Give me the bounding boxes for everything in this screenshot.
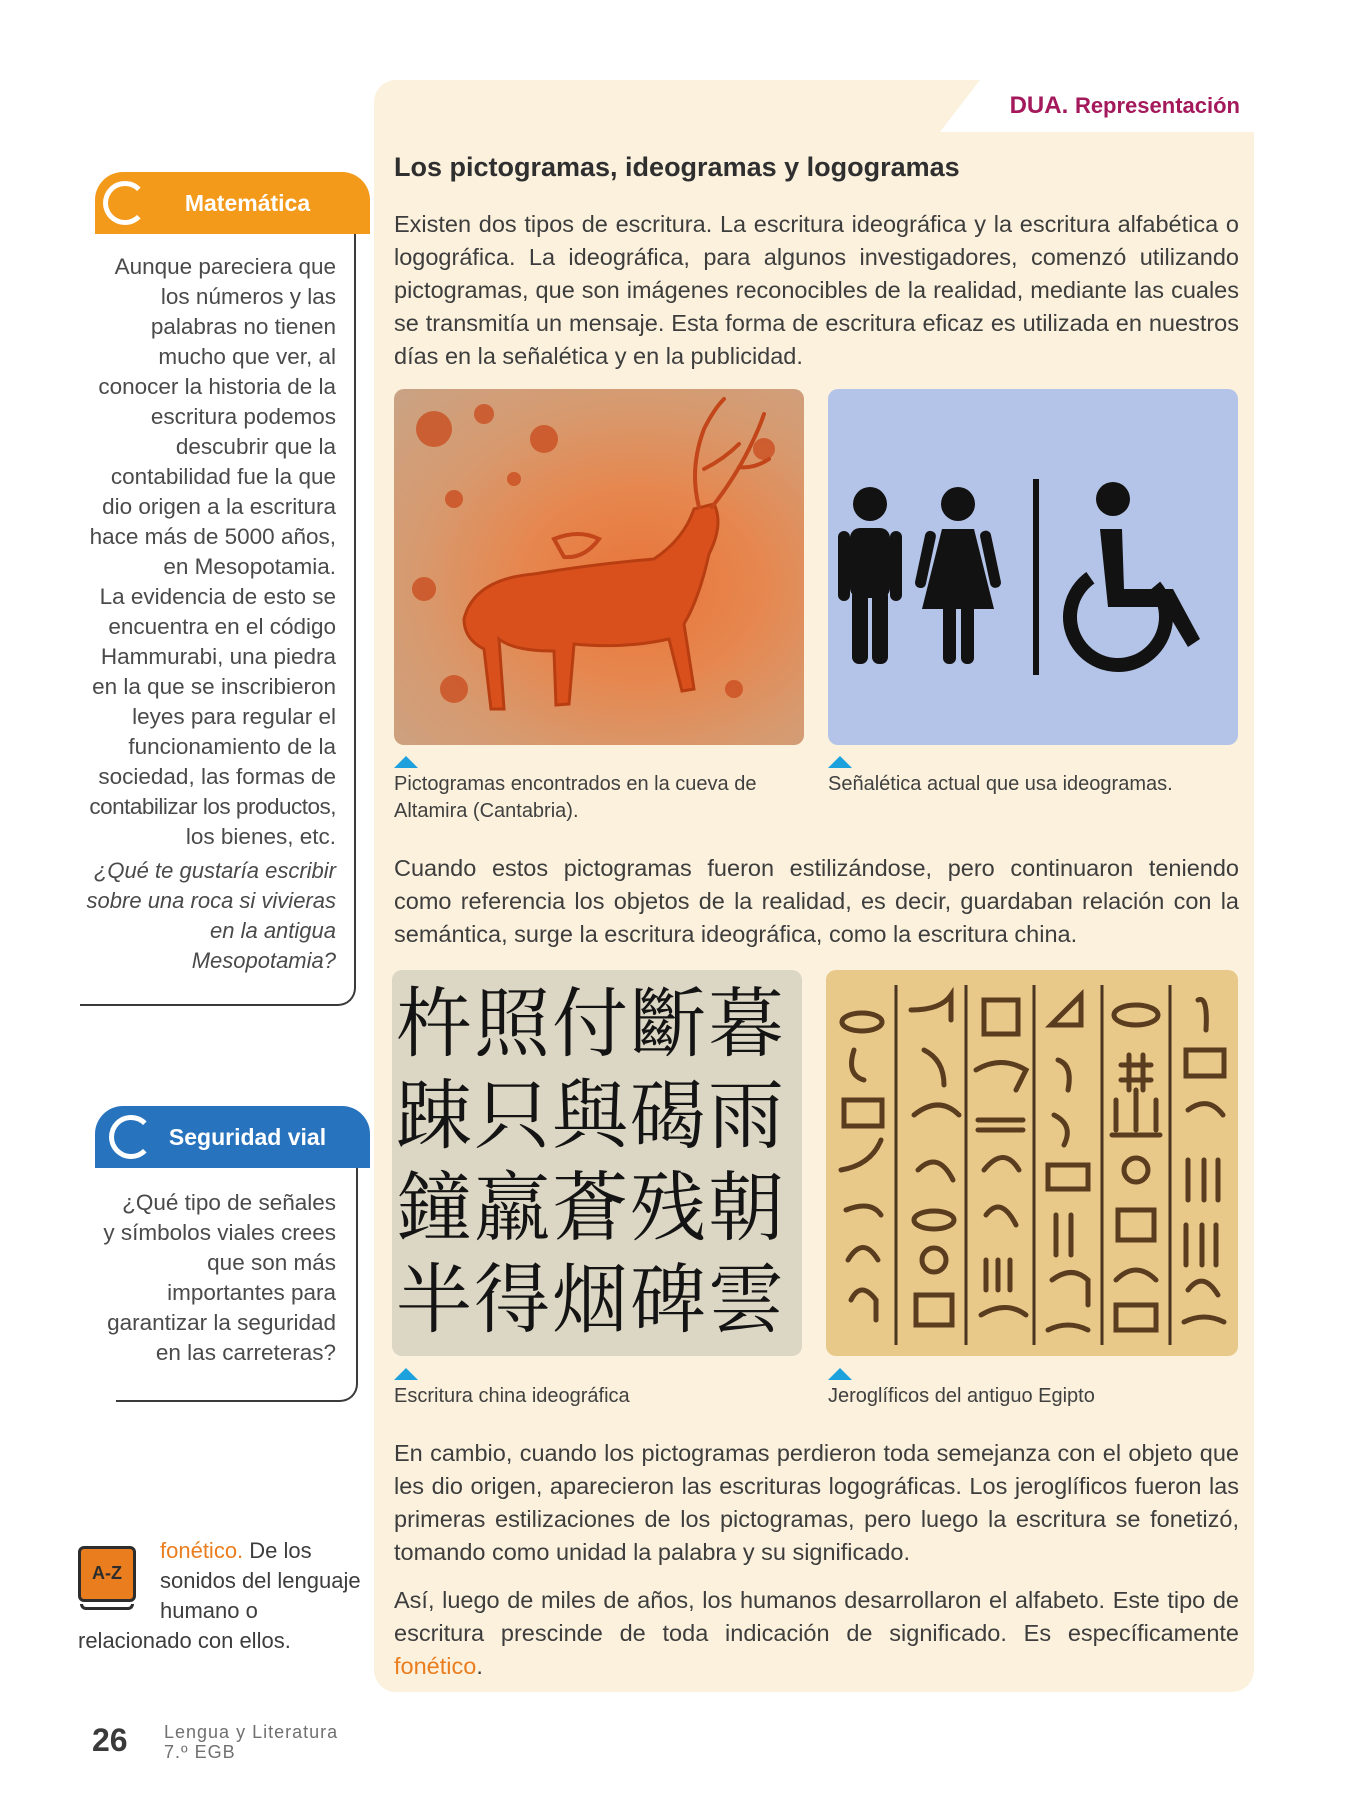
math-line: encuentra en el código [108, 614, 336, 639]
page-number: 26 [92, 1722, 128, 1758]
paragraph-1 [394, 208, 1239, 373]
road-line: en las carreteras? [155, 1340, 336, 1365]
cave-caption [394, 771, 814, 825]
chinese-row-1: 杵照付斷暮 [396, 979, 786, 1068]
math-logo-icon [103, 181, 147, 225]
hieroglyphs-image [826, 970, 1238, 1356]
dua-category: Representación [1074, 93, 1240, 118]
road-line: ¿Qué tipo de señales [122, 1190, 336, 1215]
woman-icon [914, 487, 1002, 664]
wheelchair-icon [1096, 482, 1200, 647]
road-safety-box-header [95, 1106, 370, 1168]
chinese-row-3: 鐘羸蒼残朝 [396, 1163, 786, 1252]
paragraph-3-text: En cambio, cuando los pictogramas perdieron toda semejanza con el objeto que les dio origen, aparecieron las escrituras logográficas. Los jeroglíficos fueron las primeras estilizaciones de los pictogramas, pero luego la escritura se fonetizó, tomando como unidad la palabra y su significado. [394, 1440, 1239, 1565]
math-line: en Mesopotamia. [163, 554, 336, 579]
signs-caption: Señalética actual que usa ideogramas. [828, 773, 1173, 795]
paragraph-2 [394, 852, 1239, 951]
road-line: y símbolos viales crees [103, 1220, 336, 1245]
math-box-title: Matemática [184, 190, 311, 216]
dua-prefix: DUA. [1009, 92, 1069, 119]
book-grade: 7.º EGB [164, 1742, 236, 1762]
math-line: dio origen a la escritura [102, 494, 336, 519]
glossary-def-3: humano o [160, 1598, 258, 1623]
math-line: leyes para regular el [132, 704, 336, 729]
road-safety-box-body [60, 1188, 336, 1368]
math-line: Hammurabi, una piedra [100, 644, 336, 669]
chinese-row-4: 半得烟碑雲 [396, 1255, 786, 1344]
math-line: los números y las [160, 284, 336, 309]
man-icon [838, 487, 902, 664]
section-title: Los pictogramas, ideogramas y logogramas [394, 152, 960, 182]
paragraph-3 [394, 1437, 1239, 1569]
math-line: La evidencia de esto se [99, 584, 336, 609]
paragraph-4-end: . [476, 1653, 483, 1679]
signage-image [828, 389, 1238, 745]
dua-label [1010, 92, 1240, 120]
glossary-def-4: relacionado con ellos. [78, 1628, 291, 1653]
glossary-entry [78, 1536, 373, 1656]
term-fonetico[interactable]: fonético [394, 1653, 477, 1679]
glossary-term: fonético. [160, 1538, 244, 1563]
glossary-def-2: sonidos del lenguaje [160, 1568, 361, 1593]
chinese-caption: Escritura china ideográfica [394, 1385, 630, 1407]
math-box-header [95, 172, 370, 234]
caption-marker-icon [828, 1368, 852, 1380]
paragraph-4 [394, 1584, 1239, 1683]
math-line: Aunque pareciera que [114, 254, 336, 279]
paragraph-4-text: Así, luego de miles de años, los humanos desarrollaron el alfabeto. Este tipo de escritura prescinde de toda indicación de significado. Es específicamente [394, 1587, 1239, 1646]
chinese-writing-image [392, 970, 802, 1356]
road-line: que son más [207, 1250, 336, 1275]
glossary-def-1: De los [243, 1538, 312, 1563]
math-question-line: ¿Qué te gustaría escribir [93, 858, 336, 883]
egypt-caption: Jeroglíficos del antiguo Egipto [828, 1385, 1095, 1407]
math-question-line: Mesopotamia? [191, 948, 336, 973]
road-line: importantes para [167, 1280, 336, 1305]
math-line: conocer la historia de la [98, 374, 336, 399]
hieroglyphs-icon [826, 970, 1238, 1356]
cave-painting-image [394, 389, 804, 745]
math-line: hace más de 5000 años, [89, 524, 336, 549]
paragraph-2-text: Cuando estos pictogramas fueron estilizándose, pero continuaron teniendo como referencia los objetos de la realidad, es decir, guardaban relación con la semántica, surge la escritura ideográfica, como la escritura china. [394, 855, 1239, 947]
footer-book-info [164, 1722, 338, 1762]
math-line: palabras no tienen [150, 314, 336, 339]
cave-caption-line1: Pictogramas encontrados en la cueva de [394, 773, 757, 795]
dictionary-icon-label: A-Z [92, 1563, 122, 1583]
chinese-row-2: 踈只與碣雨 [396, 1071, 786, 1160]
math-line: los bienes, etc. [185, 824, 336, 849]
road-line: garantizar la seguridad [107, 1310, 336, 1335]
math-question-line: en la antigua [210, 918, 336, 943]
math-line: funcionamiento de la [128, 734, 336, 759]
road-safety-box-title: Seguridad vial [168, 1124, 327, 1150]
cave-caption-line2: Altamira (Cantabria). [394, 800, 579, 822]
math-line: mucho que ver, al [158, 344, 336, 369]
caption-marker-icon [828, 756, 852, 768]
divider-bar [1033, 479, 1039, 675]
paragraph-1-text: Existen dos tipos de escritura. La escritura ideográfica y la escritura alfabética o logográfica. La ideográfica, para algunos investigadores, comenzó utilizando pictogramas, que son imágenes reconocibles de la realidad, mediante las cuales se transmitía un mensaje. Esta forma de escritura eficaz es utilizada en nuestros días en la señalética y en la publicidad. [394, 211, 1239, 369]
math-line: contabilizar los productos, [89, 794, 336, 819]
caption-marker-icon [394, 756, 418, 768]
math-question-line: sobre una roca si vivieras [86, 888, 336, 913]
math-line: escritura podemos [150, 404, 336, 429]
math-line: descubrir que la [175, 434, 336, 459]
road-safety-logo-icon [109, 1115, 153, 1159]
deer-painting-icon [394, 389, 804, 745]
math-box-body [60, 252, 336, 976]
math-line: contabilidad fue la que [110, 464, 336, 489]
caption-marker-icon [394, 1368, 418, 1380]
book-title: Lengua y Literatura [164, 1722, 339, 1742]
math-line: sociedad, las formas de [98, 764, 336, 789]
math-line: en la que se inscribieron [92, 674, 336, 699]
